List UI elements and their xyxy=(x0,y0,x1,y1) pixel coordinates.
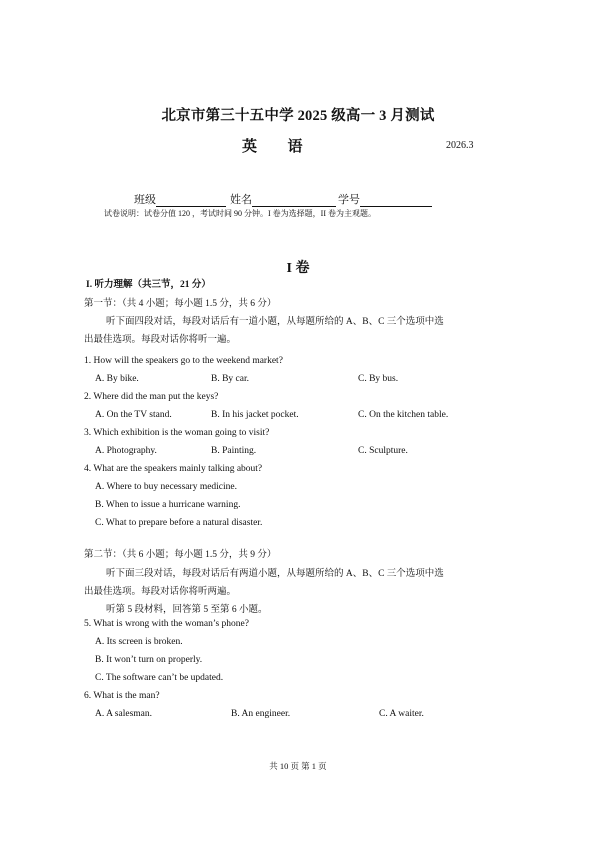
q6-stem: 6. What is the man? xyxy=(84,691,160,701)
q3-option-a: A. Photography. xyxy=(95,446,157,456)
name-blank[interactable] xyxy=(252,194,336,207)
q3-option-c: C. Sculpture. xyxy=(358,446,408,456)
volume-heading: I 卷 xyxy=(286,261,310,276)
q5-stem: 5. What is wrong with the woman’s phone? xyxy=(84,619,249,629)
section2-instructions-2: 出最佳选项。每段对话你将听两遍。 xyxy=(84,587,237,597)
class-field xyxy=(134,191,226,207)
q2-option-b: B. In his jacket pocket. xyxy=(211,410,299,420)
student-id-label: 学号 xyxy=(338,194,360,206)
q3-option-b: B. Painting. xyxy=(211,446,257,456)
subject-title xyxy=(242,135,303,156)
student-id-field xyxy=(338,191,432,207)
q6-option-c: C. A waiter. xyxy=(379,709,424,719)
class-blank[interactable] xyxy=(156,194,226,207)
q6-option-b: B. An engineer. xyxy=(231,709,291,719)
q1-option-a: A. By bike. xyxy=(95,374,139,384)
q1-option-b: B. By car. xyxy=(211,374,249,384)
q2-option-c: C. On the kitchen table. xyxy=(358,410,449,420)
section1-heading: 第一节：（共 4 小题；每小题 1.5 分，共 6 分） xyxy=(84,299,277,309)
q1-option-c: C. By bus. xyxy=(358,374,399,384)
q4-option-b: B. When to issue a hurricane warning. xyxy=(95,500,241,510)
section2-instructions-1: 听下面三段对话，每段对话后有两道小题，从每题所给的 A、B、C 三个选项中选 xyxy=(106,569,444,579)
q5-option-b: B. It won’t turn on properly. xyxy=(95,655,203,665)
q3-stem: 3. Which exhibition is the woman going to visit? xyxy=(84,428,270,438)
q5-option-a: A. Its screen is broken. xyxy=(95,637,183,647)
q4-option-c: C. What to prepare before a natural disaster. xyxy=(95,518,263,528)
class-label: 班级 xyxy=(134,194,156,206)
section2-heading: 第二节：（共 6 小题；每小题 1.5 分，共 9 分） xyxy=(84,550,277,560)
q6-option-a: A. A salesman. xyxy=(95,709,152,719)
page-footer: 共 10 页 第 1 页 xyxy=(269,761,327,771)
part1-heading: I. 听力理解（共三节，21 分） xyxy=(86,280,211,290)
q2-stem: 2. Where did the man put the keys? xyxy=(84,392,219,402)
name-field xyxy=(230,191,336,207)
section1-instructions-1: 听下面四段对话，每段对话后有一道小题，从每题所给的 A、B、C 三个选项中选 xyxy=(106,317,444,327)
q4-option-a: A. Where to buy necessary medicine. xyxy=(95,482,238,492)
exam-title: 北京市第三十五中学 2025 级高一 3 月测试 xyxy=(161,108,435,124)
exam-note: 试卷说明：试卷分值 120 ，考试时间 90 分钟。I 卷为选择题，II 卷为主观题。 xyxy=(104,209,376,218)
name-label: 姓名 xyxy=(230,194,252,206)
q2-option-a: A. On the TV stand. xyxy=(95,410,172,420)
subject-char-1: 英 xyxy=(242,139,258,155)
exam-date: 2026.3 xyxy=(446,140,474,151)
section2-material-note: 听第 5 段材料，回答第 5 至第 6 小题。 xyxy=(106,605,268,615)
student-id-blank[interactable] xyxy=(360,194,432,207)
q5-option-c: C. The software can’t be updated. xyxy=(95,673,224,683)
section1-instructions-2: 出最佳选项。每段对话你将听一遍。 xyxy=(84,335,237,345)
subject-char-2: 语 xyxy=(287,139,304,155)
q1-stem: 1. How will the speakers go to the weekend market? xyxy=(84,356,283,366)
q4-stem: 4. What are the speakers mainly talking about? xyxy=(84,464,263,474)
